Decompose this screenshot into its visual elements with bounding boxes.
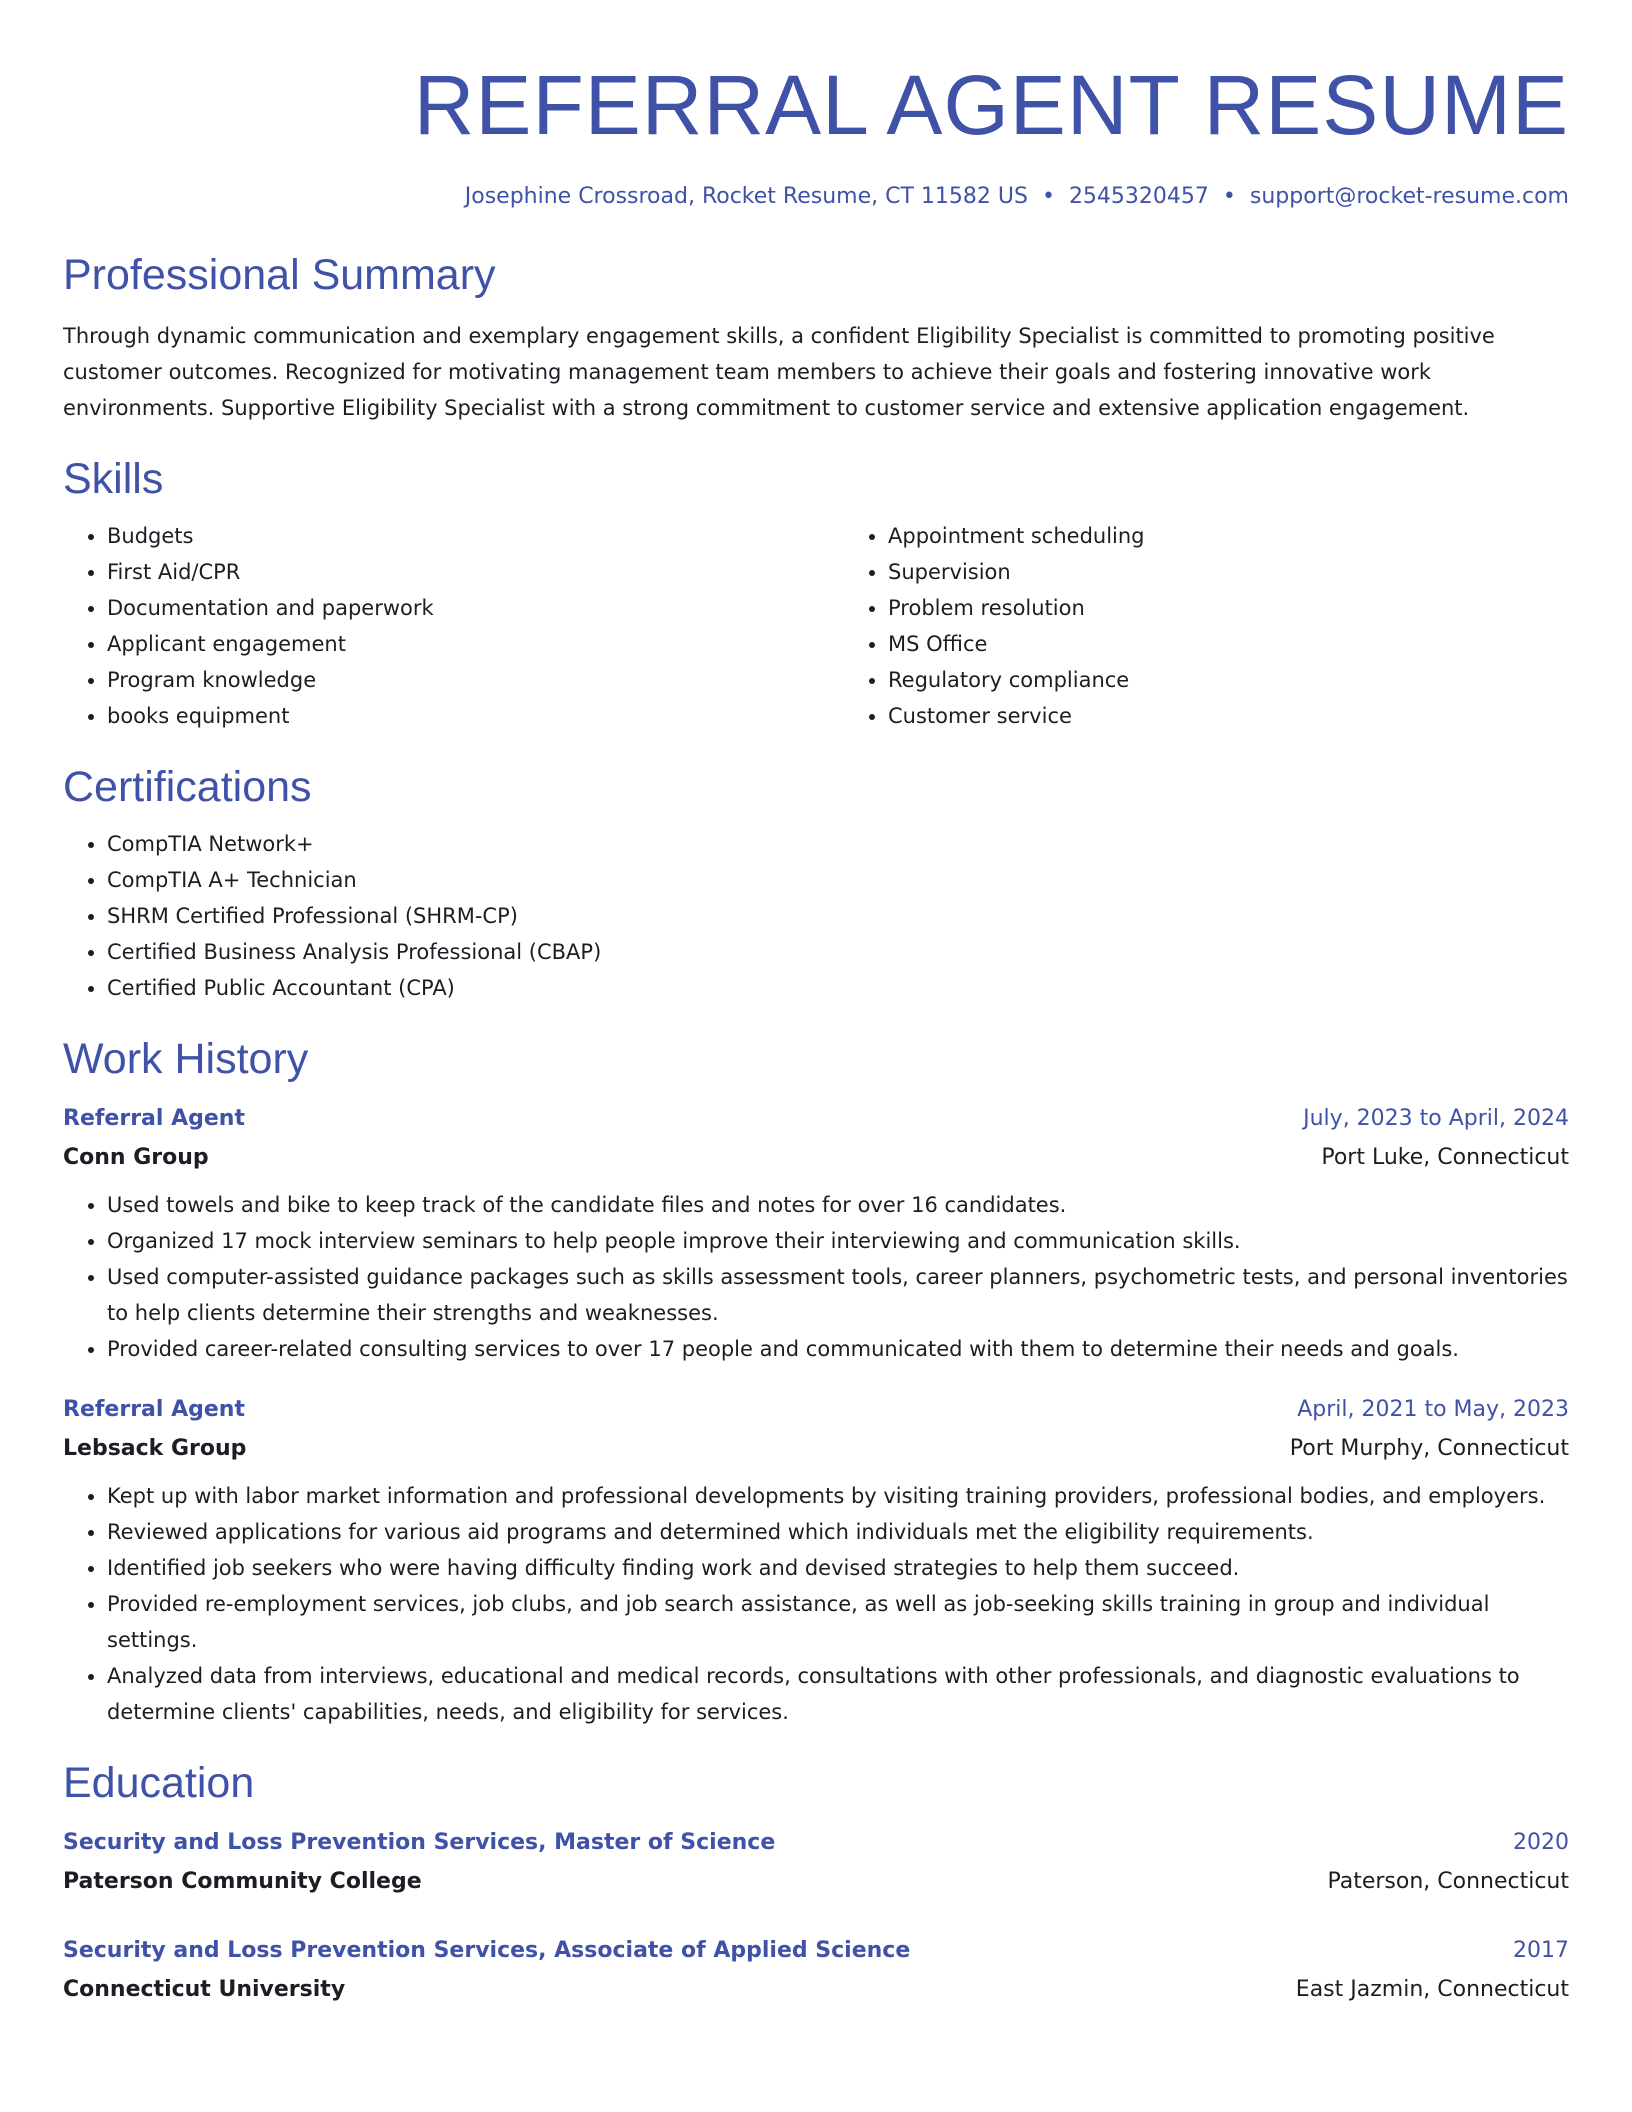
contact-separator: • bbox=[1041, 184, 1055, 209]
skill-item: • Supervision bbox=[888, 554, 1145, 590]
job-dates: April, 2021 to May, 2023 bbox=[1297, 1397, 1569, 1422]
contact-phone[interactable]: 2545320457 bbox=[1068, 184, 1209, 209]
skill-item: • Documentation and paperwork bbox=[107, 590, 844, 626]
skill-item: • Program knowledge bbox=[107, 662, 844, 698]
summary-heading: Professional Summary bbox=[63, 251, 496, 299]
education-degree-row bbox=[63, 1932, 1569, 1970]
job-bullets bbox=[63, 1187, 1569, 1367]
certification-item: • CompTIA Network+ bbox=[107, 826, 1569, 862]
job-title-row bbox=[63, 1100, 1569, 1138]
skill-item: • Appointment scheduling bbox=[888, 518, 1145, 554]
job-company-row bbox=[63, 1429, 1569, 1469]
job-bullet: • Identified job seekers who were having difficulty finding work and devised strategies to help them succeed. bbox=[107, 1550, 1569, 1586]
education-year: 2017 bbox=[1513, 1938, 1569, 1963]
certifications-list bbox=[63, 826, 1569, 1006]
job-bullet: • Kept up with labor market information and professional developments by visiting training providers, professional bodies, and employers. bbox=[107, 1478, 1569, 1514]
job-location: Port Luke, Connecticut bbox=[1321, 1145, 1569, 1170]
resume-title: REFERRAL AGENT RESUME bbox=[413, 58, 1569, 152]
job-bullet: • Analyzed data from interviews, educational and medical records, consultations with other professionals, and diagnostic evaluations to determine clients' capabilities, needs, and eligibility for services. bbox=[107, 1658, 1569, 1730]
skill-item: • MS Office bbox=[888, 626, 1145, 662]
education-degree: Security and Loss Prevention Services, Associate of Applied Science bbox=[63, 1938, 911, 1963]
certification-item: • CompTIA A+ Technician bbox=[107, 862, 1569, 898]
contact-address: Josephine Crossroad, Rocket Resume, CT 11582 US bbox=[464, 184, 1028, 209]
job-bullet: • Reviewed applications for various aid programs and determined which individuals met the eligibility requirements. bbox=[107, 1514, 1569, 1550]
education-entry bbox=[63, 1824, 1569, 1902]
job-bullet: • Provided career-related consulting services to over 17 people and communicated with them to determine their needs and goals. bbox=[107, 1331, 1569, 1367]
skills-list-left bbox=[63, 518, 844, 734]
contact-email[interactable]: support@rocket-resume.com bbox=[1249, 184, 1569, 209]
job-dates: July, 2023 to April, 2024 bbox=[1303, 1106, 1569, 1131]
job-bullet: • Provided re-employment services, job clubs, and job search assistance, as well as job-seeking skills training in group and individual settings. bbox=[107, 1586, 1569, 1658]
education-year: 2020 bbox=[1513, 1830, 1569, 1855]
job-bullet: • Used towels and bike to keep track of the candidate files and notes for over 16 candidates. bbox=[107, 1187, 1569, 1223]
skill-item: • Problem resolution bbox=[888, 590, 1145, 626]
skill-item: • First Aid/CPR bbox=[107, 554, 844, 590]
job-title: Referral Agent bbox=[63, 1106, 245, 1131]
certification-item: • Certified Business Analysis Professional (CBAP) bbox=[107, 934, 1569, 970]
skill-item: • Customer service bbox=[888, 698, 1145, 734]
certification-item: • Certified Public Accountant (CPA) bbox=[107, 970, 1569, 1006]
skill-item: • books equipment bbox=[107, 698, 844, 734]
education-location: East Jazmin, Connecticut bbox=[1295, 1977, 1569, 2002]
job-entry bbox=[63, 1391, 1569, 1730]
job-company: Lebsack Group bbox=[63, 1436, 247, 1461]
job-title-row bbox=[63, 1391, 1569, 1429]
certifications-heading: Certifications bbox=[63, 763, 312, 811]
skills-heading: Skills bbox=[63, 455, 164, 503]
education-degree: Security and Loss Prevention Services, Master of Science bbox=[63, 1830, 776, 1855]
skills-list-right bbox=[844, 518, 1145, 734]
skills-grid bbox=[63, 518, 1569, 734]
job-bullets bbox=[63, 1478, 1569, 1730]
skill-item: • Budgets bbox=[107, 518, 844, 554]
job-bullet: • Organized 17 mock interview seminars to help people improve their interviewing and communication skills. bbox=[107, 1223, 1569, 1259]
education-degree-row bbox=[63, 1824, 1569, 1862]
contact-separator: • bbox=[1222, 184, 1236, 209]
education-school-row bbox=[63, 1970, 1569, 2010]
skill-item: • Applicant engagement bbox=[107, 626, 844, 662]
education-entry bbox=[63, 1932, 1569, 2010]
education-school-row bbox=[63, 1862, 1569, 1902]
skill-item: • Regulatory compliance bbox=[888, 662, 1145, 698]
job-title: Referral Agent bbox=[63, 1397, 245, 1422]
contact-line bbox=[63, 182, 1569, 212]
job-company-row bbox=[63, 1138, 1569, 1178]
job-bullet: • Used computer-assisted guidance packages such as skills assessment tools, career planners, psychometric tests, and personal inventories to help clients determine their strengths and weaknesses. bbox=[107, 1259, 1569, 1331]
education-school: Paterson Community College bbox=[63, 1869, 422, 1894]
education-heading: Education bbox=[63, 1759, 255, 1807]
certification-item: • SHRM Certified Professional (SHRM-CP) bbox=[107, 898, 1569, 934]
education-school: Connecticut University bbox=[63, 1977, 346, 2002]
education-location: Paterson, Connecticut bbox=[1327, 1869, 1569, 1894]
job-location: Port Murphy, Connecticut bbox=[1289, 1436, 1569, 1461]
work-history-heading: Work History bbox=[63, 1035, 309, 1083]
summary-text: Through dynamic communication and exemplary engagement skills, a confident Eligibility Specialist is committed to promoting positive customer outcomes. Recognized for motivating management team members to achieve their goals and fostering innovative work environments. Supportive Eligibility Specialist with a strong commitment to customer service and extensive application engagement. bbox=[63, 324, 1495, 420]
job-company: Conn Group bbox=[63, 1145, 209, 1170]
job-entry bbox=[63, 1100, 1569, 1367]
